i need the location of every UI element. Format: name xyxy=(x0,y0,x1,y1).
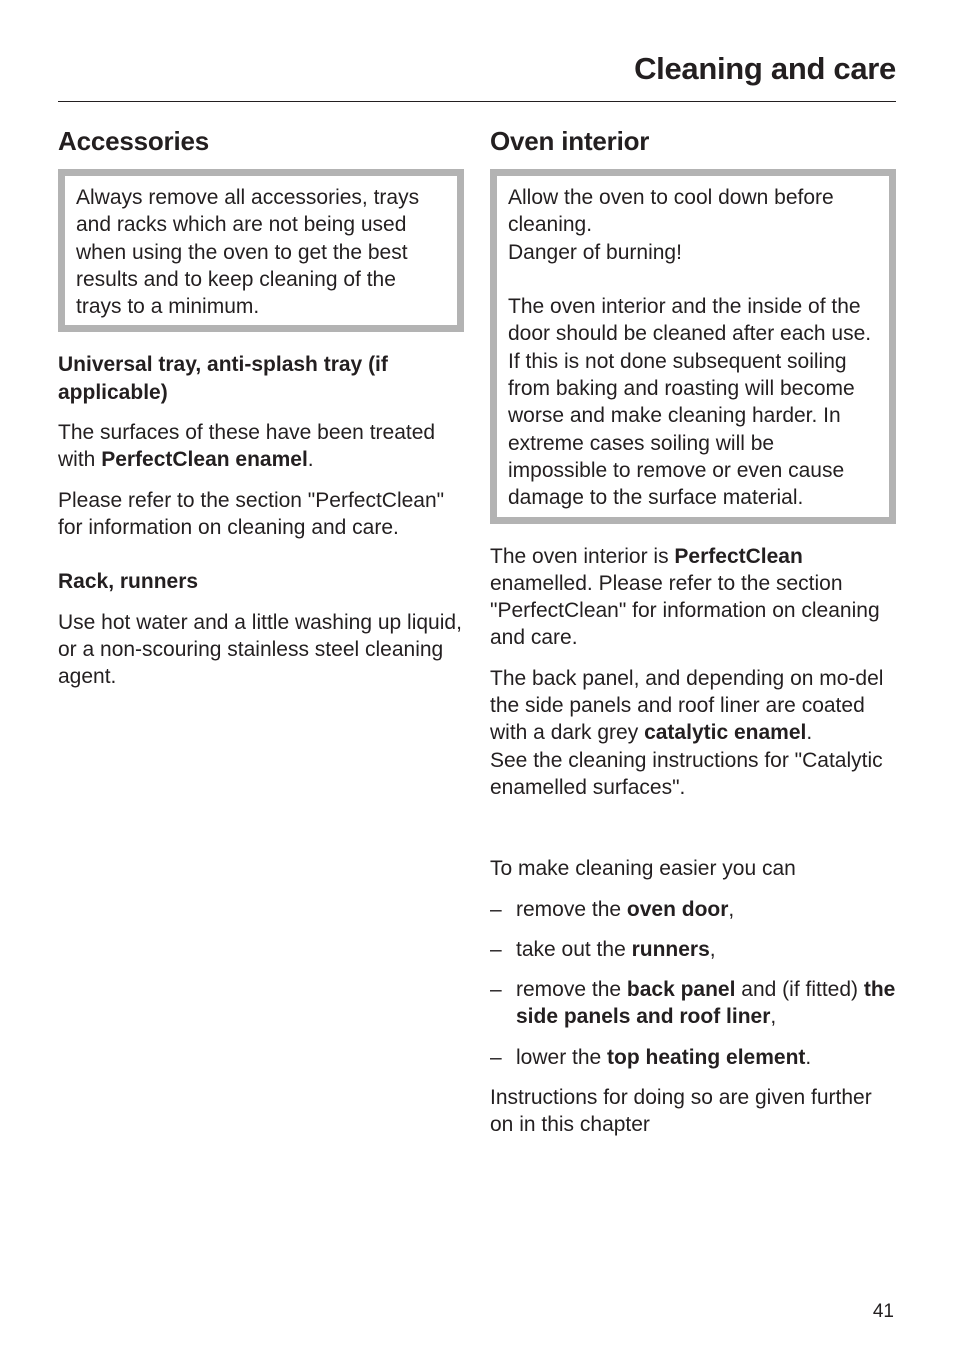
dash-bullet: – xyxy=(490,937,502,961)
dash-bullet: – xyxy=(490,978,502,1002)
rack-runners-subheading: Rack, runners xyxy=(58,570,199,594)
list-item xyxy=(490,1044,896,1071)
text-fragment: . xyxy=(805,1045,812,1069)
perfectclean-reference-paragraph: Please refer to the section "PerfectClean" for information on cleaning and care. xyxy=(58,488,445,539)
text-fragment: remove the xyxy=(516,978,627,1002)
page-number: 41 xyxy=(872,1301,894,1322)
cool-down-warning: Allow the oven to cool down before cleaning. xyxy=(508,186,834,237)
accessories-notice-text: Always remove all accessories, trays and racks which are not being used when using the oven to get the best results and to keep cleaning of the trays to a minimum. xyxy=(76,186,420,319)
accessories-notice-box xyxy=(58,169,464,332)
perfectclean-enamel-emphasis: PerfectClean enamel xyxy=(101,448,308,472)
universal-tray-paragraph xyxy=(58,419,464,474)
text-fragment: remove the xyxy=(516,897,627,921)
text-fragment: The back panel, and depending on mo-del the side panels and roof liner are coated with a dark grey xyxy=(490,666,884,745)
page-header xyxy=(58,48,896,102)
perfectclean-emphasis: PerfectClean xyxy=(674,544,803,568)
oven-door-emphasis: oven door xyxy=(626,897,729,921)
list-item xyxy=(490,936,896,963)
side-panels-emphasis: the side panels and roof liner xyxy=(516,978,896,1029)
top-heating-element-emphasis: top heating element xyxy=(607,1045,806,1069)
text-fragment: and (if fitted) xyxy=(735,978,864,1002)
perfectclean-interior-paragraph xyxy=(490,543,896,652)
text-fragment: lower the xyxy=(516,1045,608,1069)
burning-warning: Danger of burning! xyxy=(508,240,682,264)
page-title: Cleaning and care xyxy=(634,51,896,86)
back-panel-emphasis: back panel xyxy=(626,978,736,1002)
left-column xyxy=(58,124,464,690)
text-fragment: . xyxy=(806,721,813,745)
oven-interior-notice-box xyxy=(490,169,896,524)
text-fragment: . xyxy=(307,448,314,472)
text-fragment: The oven interior is xyxy=(490,544,675,568)
catalytic-instructions-reference: See the cleaning instructions for "Catalytic enamelled surfaces". xyxy=(490,748,883,799)
further-instructions-paragraph: Instructions for doing so are given further on in this chapter xyxy=(490,1086,872,1137)
list-item xyxy=(490,896,896,923)
list-item xyxy=(490,976,896,1031)
right-column xyxy=(490,124,896,1139)
catalytic-enamel-emphasis: catalytic enamel xyxy=(644,721,807,745)
text-fragment: The surfaces of these have been treated with xyxy=(58,421,436,472)
accessories-heading: Accessories xyxy=(58,126,210,156)
text-fragment: , xyxy=(709,937,716,961)
text-fragment: enamelled. Please refer to the section "PerfectClean" for information on cleaning and care. xyxy=(490,571,880,650)
cleaning-easier-intro: To make cleaning easier you can xyxy=(490,857,796,881)
text-fragment: , xyxy=(728,897,735,921)
rack-runners-paragraph: Use hot water and a little washing up liquid, or a non-scouring stainless steel cleaning agent. xyxy=(58,610,462,689)
dash-bullet: – xyxy=(490,1045,502,1069)
dash-bullet: – xyxy=(490,897,502,921)
oven-interior-heading: Oven interior xyxy=(490,126,650,156)
runners-emphasis: runners xyxy=(631,937,710,961)
universal-tray-subheading: Universal tray, anti-splash tray (if applicable) xyxy=(58,353,388,404)
text-fragment: take out the xyxy=(516,937,632,961)
cleaning-notice-paragraph: The oven interior and the inside of the door should be cleaned after each use. If this is not done subsequent soiling from baking and roasting will become worse and make cleaning harder. In extreme cases soiling will be impossible to remove or even cause damage to the surface material. xyxy=(508,295,872,510)
text-fragment: , xyxy=(770,1005,777,1029)
catalytic-enamel-paragraph xyxy=(490,665,896,801)
